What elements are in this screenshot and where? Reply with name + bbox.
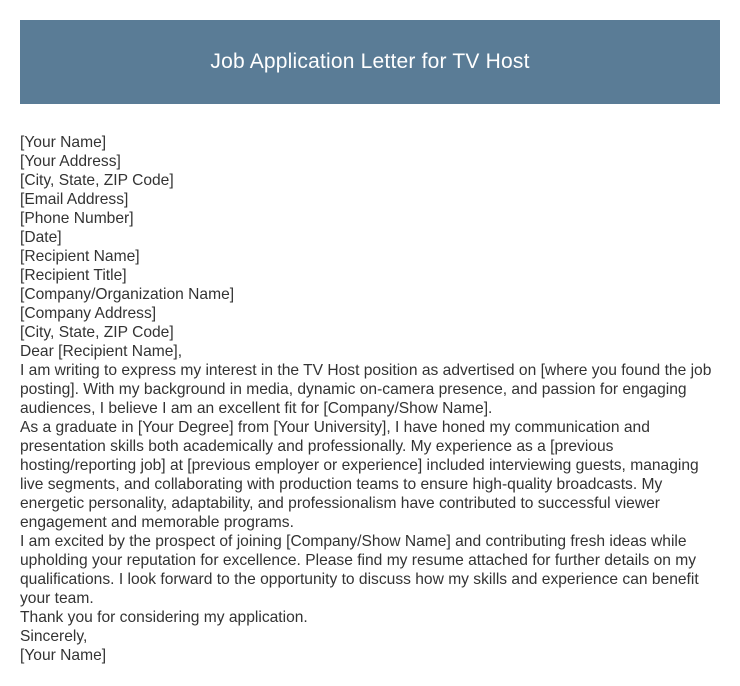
recipient-title: [Recipient Title]: [20, 267, 127, 284]
letter-body: [20, 133, 724, 665]
sender-name: [Your Name]: [20, 134, 107, 151]
sender-phone: [Phone Number]: [20, 210, 134, 227]
signature-name: [Your Name]: [20, 647, 107, 664]
letter-date: [Date]: [20, 229, 62, 246]
body-paragraph-intro: I am writing to express my interest in the TV Host position as advertised on [where you found the job posting]. With my background in media, dynamic on-camera presence, and passion for engaging audiences, I believe I am an excellent fit for [Company/Show Name].: [20, 362, 712, 417]
salutation: Dear [Recipient Name],: [20, 343, 183, 360]
recipient-address: [Company Address]: [20, 305, 157, 322]
closing: Sincerely,: [20, 628, 88, 645]
body-paragraph-experience: As a graduate in [Your Degree] from [Your University], I have honed my communication and presentation skills both academically and professionally. My experience as a [previous hosting/reporting job] at [previous employer or experience] included interviewing guests, managing live segments, and collaborating with production teams to ensure high-quality broadcasts. My energetic personality, adaptability, and professionalism have contributed to successful viewer engagement and memorable programs.: [20, 419, 699, 531]
sender-city-state-zip: [City, State, ZIP Code]: [20, 172, 174, 189]
recipient-organization: [Company/Organization Name]: [20, 286, 235, 303]
page-title: Job Application Letter for TV Host: [210, 50, 530, 73]
sender-email: [Email Address]: [20, 191, 129, 208]
recipient-name: [Recipient Name]: [20, 248, 140, 265]
page-header: [20, 20, 720, 104]
sender-address: [Your Address]: [20, 153, 121, 170]
body-paragraph-thanks: Thank you for considering my application.: [20, 609, 308, 626]
body-paragraph-interest: I am excited by the prospect of joining [Company/Show Name] and contributing fresh ideas while upholding your reputation for excellence. Please find my resume attached for further details on my qualifications. I look forward to the opportunity to discuss how my skills and experience can benefit your team.: [20, 533, 699, 607]
recipient-city-state-zip: [City, State, ZIP Code]: [20, 324, 174, 341]
